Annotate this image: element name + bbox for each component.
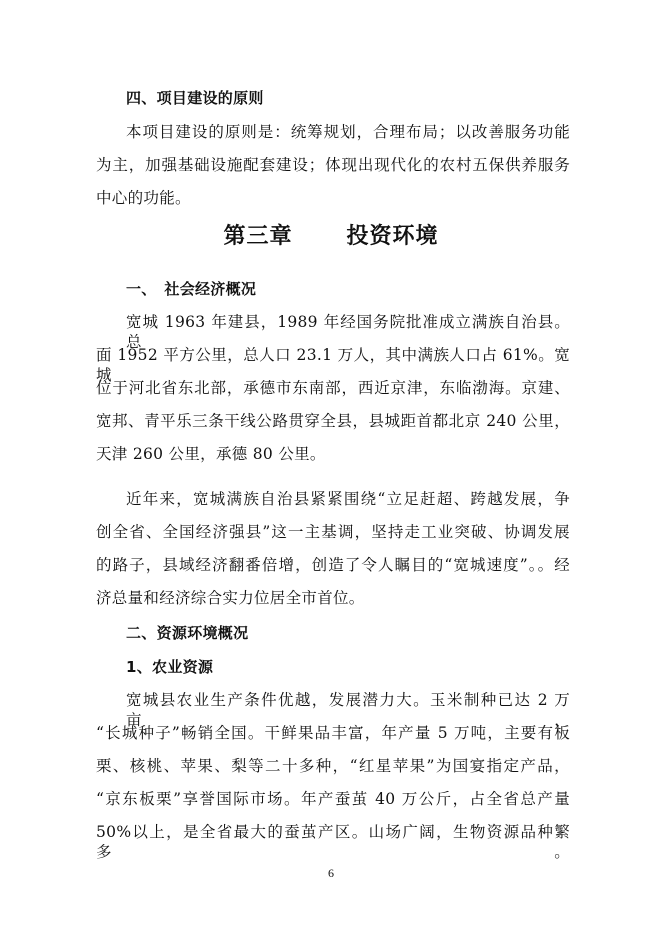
chapter-name: 投资环境 bbox=[346, 224, 439, 249]
section4-line-1: 本项目建设的原则是：统筹规划，合理布局；以改善服务功能 bbox=[126, 123, 570, 141]
section2-sub1-line-3: 栗、核桃、苹果、梨等二十多种，“红星苹果”为国宴指定产品， bbox=[96, 757, 570, 775]
section1-para1-line-1: 宽城 1963 年建县，1989 年经国务院批准成立满族自治县。总 bbox=[126, 313, 570, 351]
section1-para2-line-2: 创全省、全国经济强县”这一主基调，坚持走工业突破、协调发展 bbox=[96, 523, 570, 541]
section2-heading: 二、资源环境概况 bbox=[126, 624, 249, 642]
section2-sub1-line-4: “京东板栗”享誉国际市场。年产蚕茧 40 万公斤，占全省总产量 bbox=[96, 790, 570, 808]
section1-heading: 一、 社会经济概况 bbox=[126, 280, 257, 298]
section1-para1-line-3: 位于河北省东北部，承德市东南部，西近京津，东临渤海。京建、 bbox=[96, 379, 570, 397]
section2-sub1-line-2: “长城种子”畅销全国。干鲜果品丰富，年产量 5 万吨，主要有板 bbox=[96, 724, 570, 742]
chapter-title bbox=[0, 222, 662, 252]
section2-sub1-heading: 1、农业资源 bbox=[126, 658, 214, 676]
section1-para1-line-2: 面 1952 平方公里，总人口 23.1 万人，其中满族人口占 61%。宽城 bbox=[96, 346, 570, 384]
page-number: 6 bbox=[328, 866, 334, 880]
section1-para2-line-3: 的路子，县域经济翻番倍增，创造了令人瞩目的“宽城速度”。。经 bbox=[96, 556, 570, 574]
section1-para2-line-1: 近年来，宽城满族自治县紧紧围绕“立足赶超、跨越发展，争 bbox=[126, 490, 570, 508]
chapter-number: 第三章 bbox=[223, 224, 293, 249]
section2-sub1-line-5: 50%以上，是全省最大的蚕茧产区。山场广阔，生物资源品种繁多。 bbox=[96, 823, 570, 861]
section1-para2-line-4: 济总量和经济综合实力位居全市首位。 bbox=[96, 589, 365, 607]
section1-para1-line-4: 宽邦、青平乐三条干线公路贯穿全县，县城距首都北京 240 公里， bbox=[96, 412, 570, 430]
section2-sub1-line-1: 宽城县农业生产条件优越，发展潜力大。玉米制种已达 2 万亩， bbox=[126, 691, 570, 729]
section4-line-3: 中心的功能。 bbox=[96, 189, 191, 207]
section4-line-2: 为主，加强基础设施配套建设；体现出现代化的农村五保供养服务 bbox=[96, 156, 570, 174]
section4-heading: 四、项目建设的原则 bbox=[126, 89, 264, 107]
section1-para1-line-5: 天津 260 公里，承德 80 公里。 bbox=[96, 445, 326, 463]
